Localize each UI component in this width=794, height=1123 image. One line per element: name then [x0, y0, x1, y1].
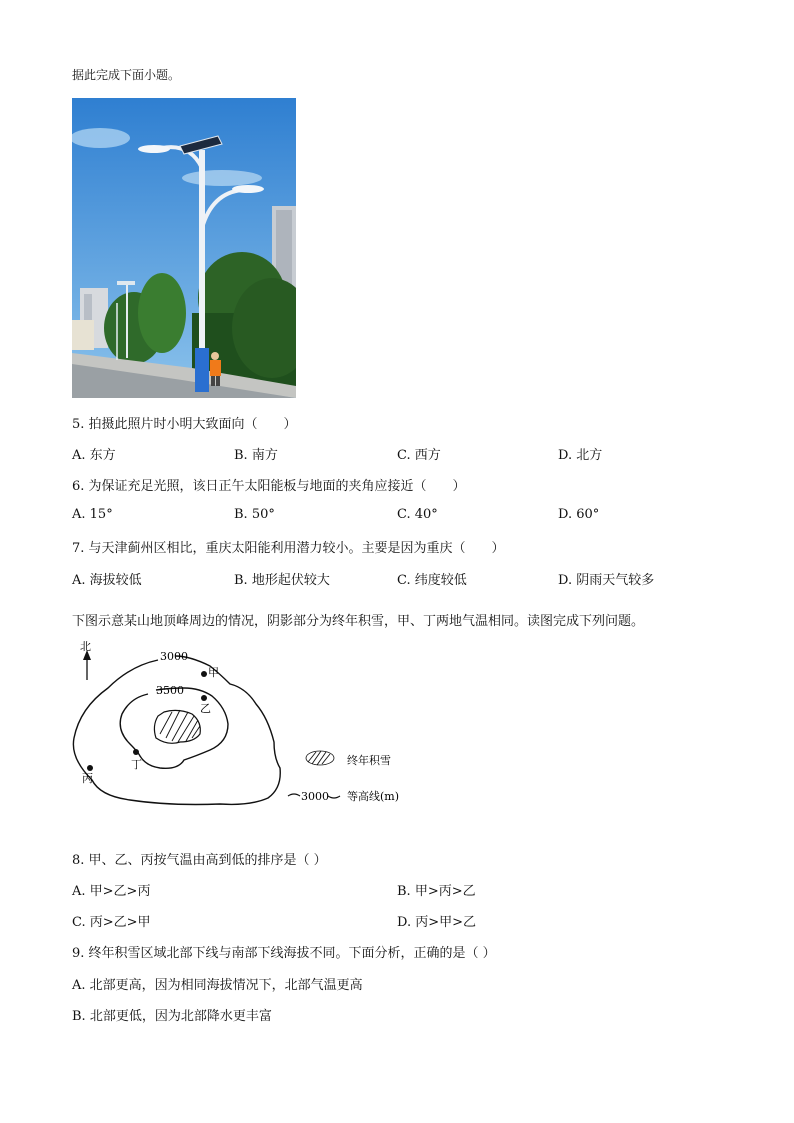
point-bing: [87, 765, 93, 771]
map-intro-text: 下图示意某山地顶峰周边的情况，阴影部分为终年积雪，甲、丁两地气温相同。读图完成下列问题。: [72, 614, 645, 629]
north-label: 北: [80, 640, 91, 653]
legend-snow-swatch: [306, 751, 334, 765]
question-6-stem: 6. 为保证充足光照，该日正午太阳能板与地面的夹角应接近（ ）: [72, 479, 466, 494]
q7-option-b: B. 地形起伏较大: [234, 573, 330, 588]
q9-option-b: B. 北部更低，因为北部降水更丰富: [72, 1009, 272, 1024]
q5-option-a: A. 东方: [72, 448, 116, 463]
q6-option-b: B. 50°: [234, 507, 275, 522]
intro-text: 据此完成下面小题。: [72, 68, 181, 82]
point-label-ding: 丁: [131, 758, 142, 771]
q6-option-c: C. 40°: [397, 507, 438, 522]
q5-option-b: B. 南方: [234, 448, 278, 463]
street-light-photo: [72, 98, 296, 398]
question-5-stem: 5. 拍摄此照片时小明大致面向（ ）: [72, 417, 297, 432]
q8-option-a: A. 甲>乙>丙: [72, 884, 151, 899]
question-8-stem: 8. 甲、乙、丙按气温由高到低的排序是（ ）: [72, 853, 327, 868]
contour-label-3500: 3500: [156, 684, 184, 697]
legend-contour-label: 等高线(m): [347, 790, 400, 803]
contour-label-3000: 3000: [160, 650, 188, 663]
point-label-yi: 乙: [200, 702, 211, 715]
legend-snow-label: 终年积雪: [347, 754, 391, 767]
q9-option-a: A. 北部更高，因为相同海拔情况下，北部气温更高: [72, 978, 363, 993]
question-9-stem: 9. 终年积雪区域北部下线与南部下线海拔不同。下面分析，正确的是（ ）: [72, 946, 496, 961]
q5-option-d: D. 北方: [558, 448, 603, 463]
q8-option-b: B. 甲>丙>乙: [397, 884, 476, 899]
point-label-bing: 丙: [82, 772, 93, 785]
question-7-stem: 7. 与天津蓟州区相比，重庆太阳能利用潜力较小。主要是因为重庆（ ）: [72, 541, 505, 556]
q8-option-d: D. 丙>甲>乙: [397, 915, 477, 930]
q6-option-d: D. 60°: [558, 507, 600, 522]
q6-option-a: A. 15°: [72, 507, 113, 522]
contour-map: [60, 638, 420, 838]
q5-option-c: C. 西方: [397, 448, 441, 463]
contour-3000: [73, 656, 280, 805]
q7-option-a: A. 海拔较低: [72, 573, 142, 588]
q7-option-d: D. 阴雨天气较多: [558, 573, 655, 588]
point-label-jia: 甲: [208, 666, 219, 679]
q7-option-c: C. 纬度较低: [397, 573, 467, 588]
legend-contour-value: 3000: [301, 790, 329, 803]
q8-option-c: C. 丙>乙>甲: [72, 915, 151, 930]
contour-3500: [120, 688, 228, 768]
point-yi: [201, 695, 207, 701]
point-ding: [133, 749, 139, 755]
point-jia: [201, 671, 207, 677]
